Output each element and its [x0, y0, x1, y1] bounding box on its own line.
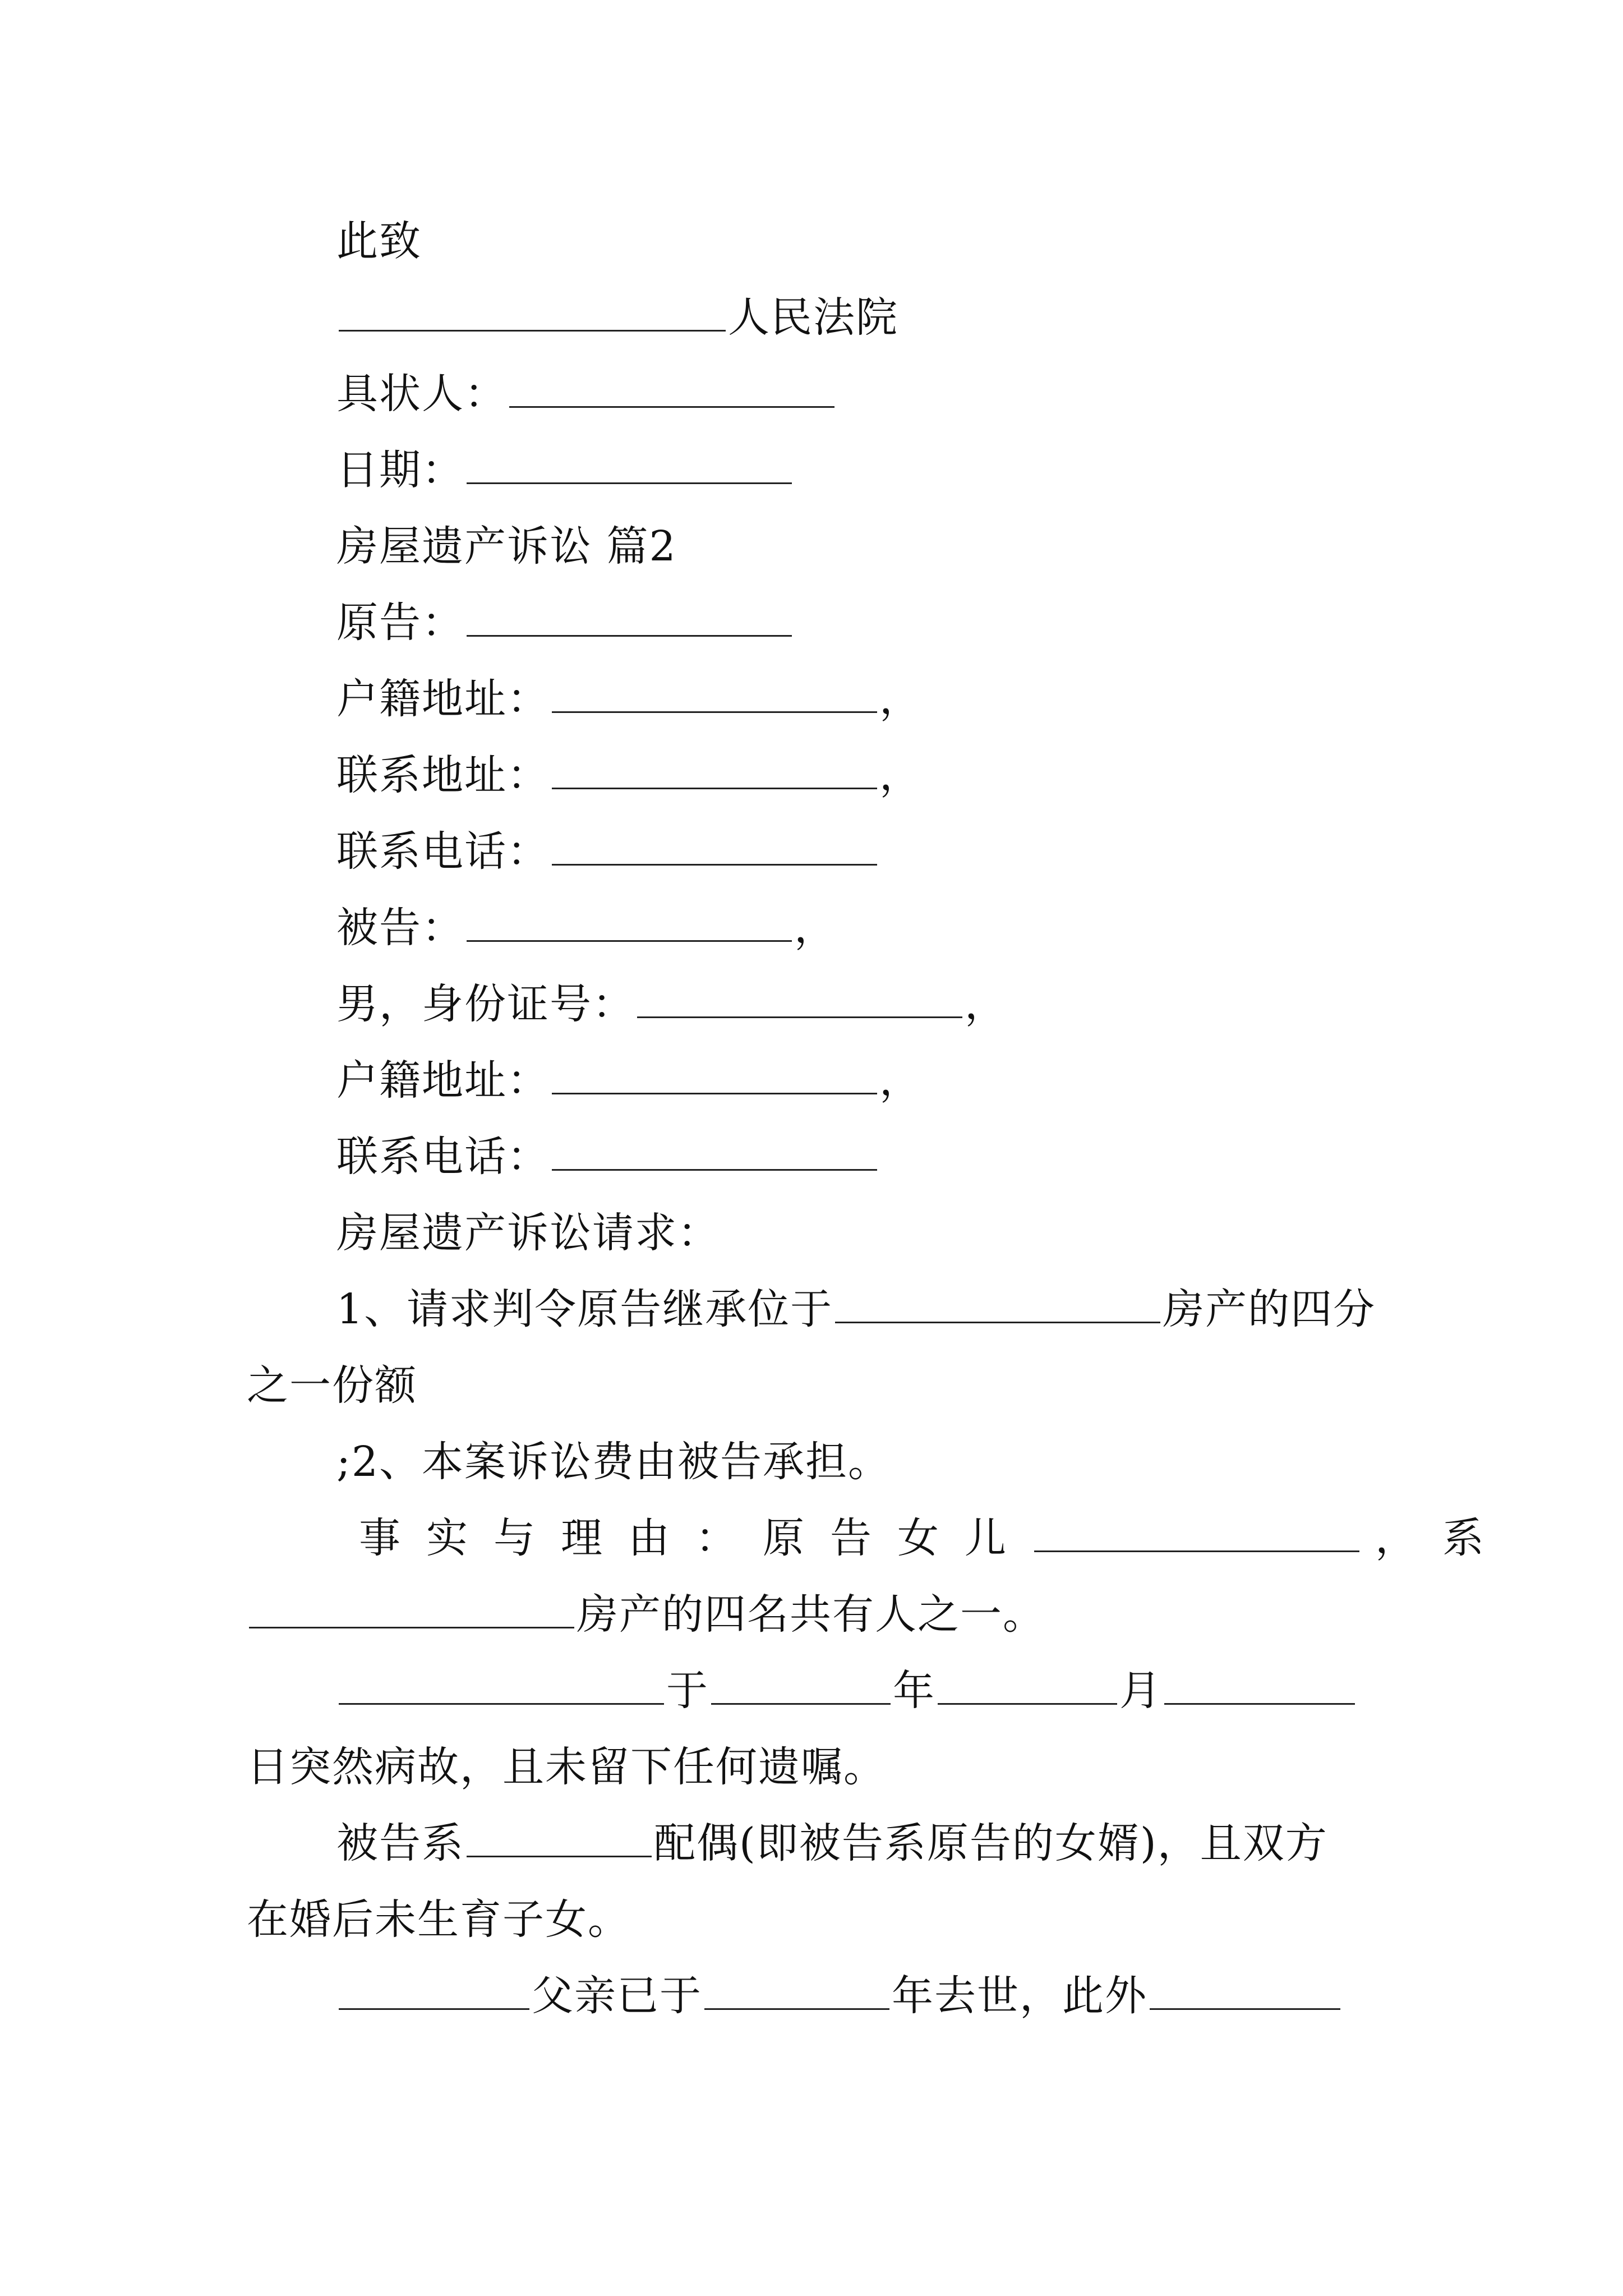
- additionally-blank: [1150, 1968, 1340, 2010]
- facts-paragraph-2-wrap: [247, 1739, 886, 1795]
- facts-father-text: 父亲已于: [532, 1972, 702, 2020]
- facts-death-text: 日突然病故，且未留下任何遗嘱。: [247, 1743, 886, 1791]
- plaintiff-phone-blank: [552, 823, 877, 866]
- facts-paragraph-1: [359, 1510, 1510, 1566]
- claim-item-1-text: 1、请求判令原告继承位于: [336, 1285, 833, 1333]
- plaintiff-contact-address-blank: [552, 747, 877, 789]
- plaintiff-phone-label: 联系电话：: [336, 827, 550, 876]
- plaintiff-label: 原告：: [336, 599, 464, 647]
- plaintiff-sign-blank: [509, 366, 834, 408]
- defendant-label: 被告：: [336, 904, 464, 952]
- comma: ，: [879, 1056, 922, 1105]
- plaintiff-blank: [467, 595, 792, 637]
- year-label: 年: [893, 1667, 935, 1715]
- father-death-year-blank: [704, 1968, 889, 2010]
- month-blank: [938, 1663, 1117, 1705]
- comma: ，: [794, 904, 837, 952]
- facts-on-text: 于: [666, 1667, 709, 1715]
- property-location-blank: [835, 1281, 1160, 1323]
- plaintiff-line: [336, 595, 794, 651]
- claims-heading-text: 房屋遗产诉讼请求：: [336, 1209, 720, 1257]
- claims-heading: [336, 1205, 720, 1261]
- year-blank: [711, 1663, 891, 1705]
- plaintiff-sign-label: 具状人：: [336, 370, 507, 418]
- father-of-blank: [339, 1968, 529, 2010]
- salutation: [336, 213, 422, 269]
- plaintiff-household-address-label: 户籍地址：: [336, 675, 550, 723]
- defendant-household-address-blank: [552, 1052, 877, 1094]
- spouse-name-blank: [467, 1815, 652, 1857]
- comma: ，: [879, 675, 922, 723]
- court-line: [336, 289, 898, 346]
- claim-item-1: [336, 1281, 1376, 1337]
- facts-intro-cont: ，系: [1375, 1514, 1510, 1562]
- facts-paragraph-2: [336, 1663, 1357, 1719]
- defendant-line: [336, 900, 837, 956]
- deceased-name-blank: [339, 1663, 664, 1705]
- defendant-phone-label: 联系电话：: [336, 1133, 550, 1181]
- facts-defendant-is-text: 被告系: [336, 1819, 464, 1867]
- plaintiff-contact-address-line: [336, 747, 922, 803]
- plaintiff-contact-address-label: 联系地址：: [336, 751, 550, 799]
- comma: ，: [879, 751, 922, 799]
- plaintiff-signature-line: [336, 366, 837, 422]
- salutation-text: 此致: [336, 217, 422, 265]
- facts-spouse-text: 配偶(即被告系原告的女婿)，且双方: [654, 1819, 1328, 1867]
- date-blank: [467, 442, 792, 484]
- facts-no-children-text: 在婚后未生育子女。: [247, 1895, 630, 1944]
- daughter-name-blank: [1034, 1510, 1359, 1552]
- defendant-phone-line: [336, 1129, 879, 1185]
- court-suffix: 人民法院: [728, 293, 898, 342]
- section-title-text: 房屋遗产诉讼 篇2: [336, 522, 677, 570]
- day-blank: [1164, 1663, 1355, 1705]
- facts-paragraph-3-wrap: [247, 1892, 630, 1948]
- court-name-blank: [339, 289, 726, 332]
- claim-item-1-text-cont: 房产的四分: [1163, 1285, 1376, 1333]
- property-blank: [249, 1586, 574, 1628]
- defendant-id-line: [336, 976, 1007, 1032]
- defendant-household-address-label: 户籍地址：: [336, 1056, 550, 1105]
- facts-paragraph-1-wrap: [247, 1586, 1045, 1642]
- facts-father-death-text: 年去世，此外: [892, 1972, 1147, 2020]
- plaintiff-household-address-line: [336, 671, 922, 727]
- claim-item-1-wrap: [247, 1358, 417, 1414]
- defendant-household-address-line: [336, 1052, 922, 1108]
- defendant-id-blank: [637, 976, 962, 1018]
- month-label: 月: [1119, 1667, 1162, 1715]
- defendant-blank: [467, 900, 792, 942]
- facts-co-owner-text: 房产的四名共有人之一。: [577, 1590, 1045, 1639]
- date-label: 日期：: [336, 446, 464, 494]
- defendant-phone-blank: [552, 1129, 877, 1171]
- facts-paragraph-3: [336, 1815, 1328, 1871]
- comma: ，: [965, 980, 1007, 1028]
- plaintiff-phone-line: [336, 823, 879, 880]
- section-title: [336, 518, 677, 574]
- facts-intro-text: 事实与理由：原告女儿: [359, 1514, 1032, 1562]
- claim-item-1-text-end: 之一份额: [247, 1361, 417, 1410]
- defendant-gender-id-label: 男，身份证号：: [336, 980, 635, 1028]
- claim-item-2: [336, 1434, 891, 1490]
- facts-paragraph-4: [336, 1968, 1343, 2024]
- claim-item-2-text: ;2、本案诉讼费由被告承担。: [336, 1438, 891, 1486]
- plaintiff-household-address-blank: [552, 671, 877, 713]
- date-line: [336, 442, 794, 498]
